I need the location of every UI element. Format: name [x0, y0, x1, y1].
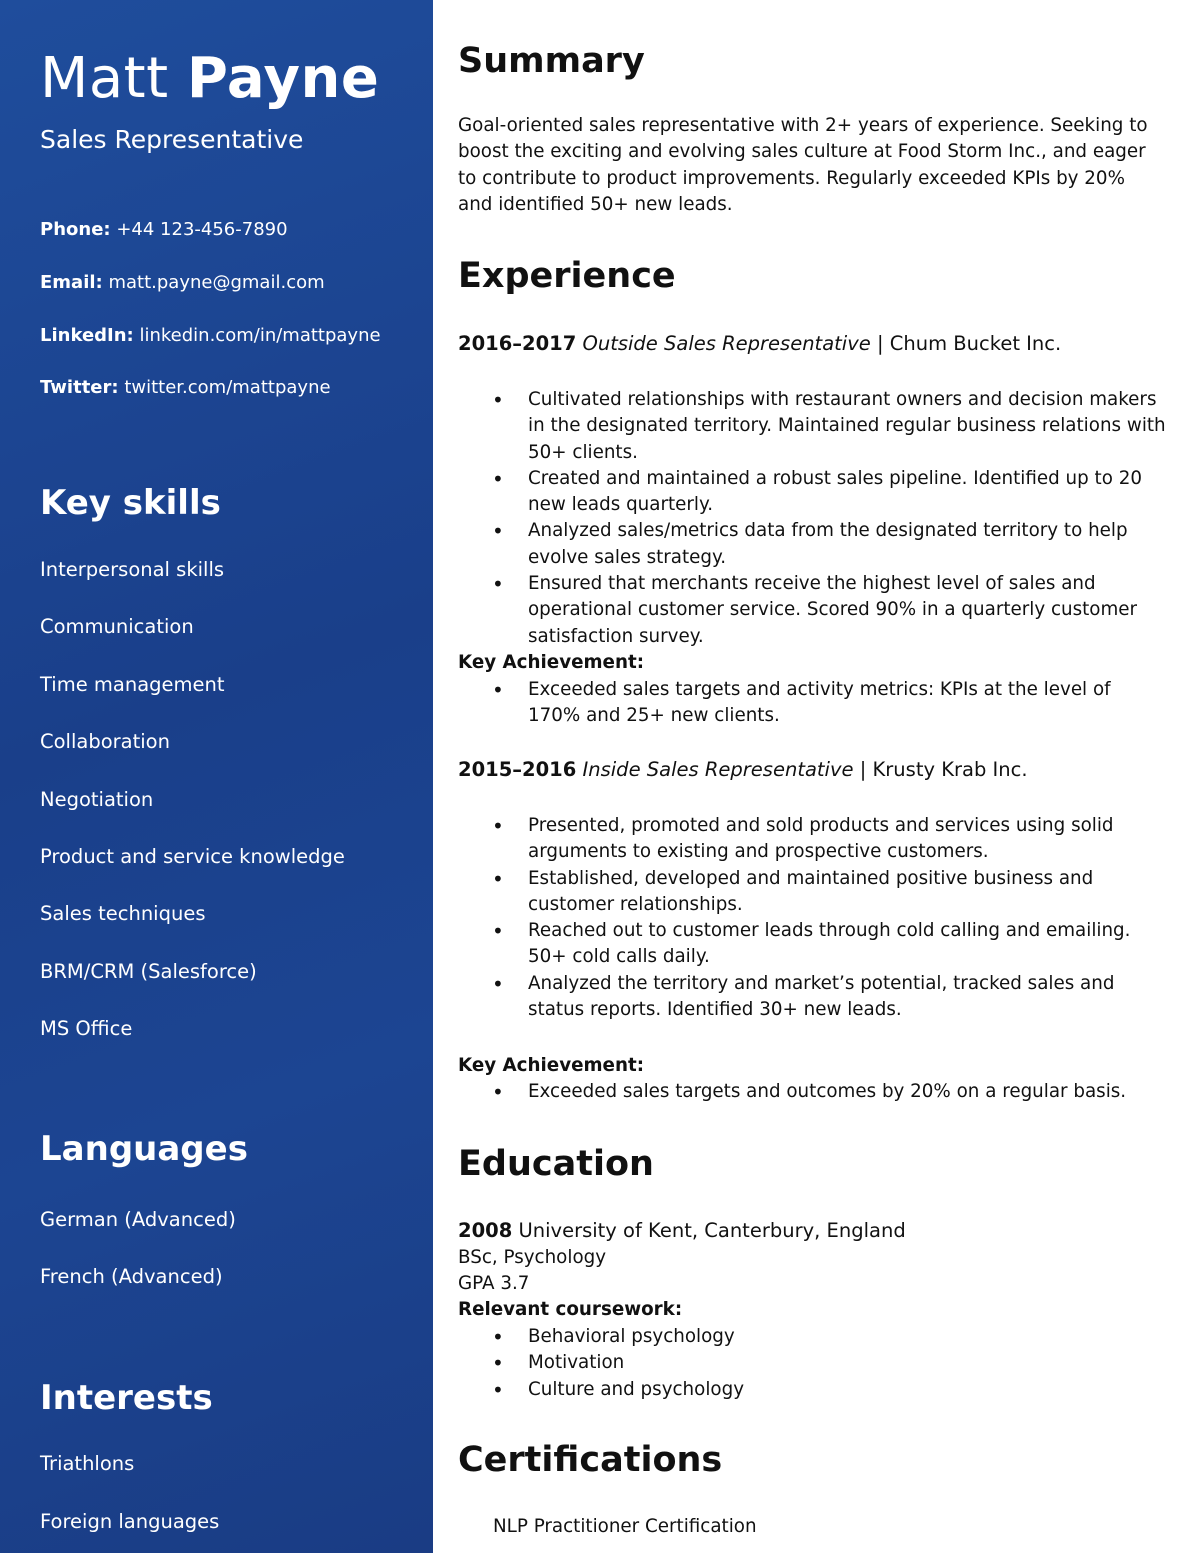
- phone-label: Phone:: [40, 219, 111, 240]
- list-item: • Created and maintained a robust sales pipeline. Identified up to 20 new leads quarterly.: [458, 466, 1168, 519]
- coursework-label: Relevant coursework:: [458, 1299, 683, 1320]
- list-item: • Analyzed sales/metrics data from the designated territory to help evolve sales strategy.: [458, 518, 1168, 571]
- first-name: Matt: [40, 46, 169, 111]
- summary-text: Goal-oriented sales representative with 2+ years of experience. Seeking to boost the exciting and evolving sales culture at Food Storm Inc., and eager to contribute to product improvements. Regularly exceeded KPIs by 20% and identified 50+ new leads.: [458, 115, 1148, 215]
- list-item: • Culture and psychology: [458, 1377, 1168, 1403]
- sidebar: [0, 0, 433, 1553]
- job-title: Sales Representative: [40, 125, 304, 154]
- skill-item: Product and service knowledge: [40, 845, 345, 868]
- contact-email: [40, 271, 325, 295]
- languages-heading: Languages: [40, 1129, 248, 1169]
- achievement-list: [458, 677, 1168, 730]
- last-name: Payne: [186, 46, 380, 111]
- list-item: • Cultivated relationships with restaurant owners and decision makers in the designated territory. Maintained regular business relations with 50+ clients.: [458, 387, 1168, 466]
- list-item: • Ensured that merchants receive the highest level of sales and operational customer service. Scored 90% in a quarterly customer satisfaction survey.: [458, 571, 1168, 650]
- education-degree: BSc, Psychology: [458, 1247, 607, 1268]
- skill-item: Collaboration: [40, 730, 170, 753]
- education-gpa: GPA 3.7: [458, 1273, 530, 1294]
- education-school: University of Kent, Canterbury, England: [518, 1219, 906, 1242]
- list-item: • Exceeded sales targets and activity metrics: KPIs at the level of 170% and 25+ new clients.: [458, 677, 1168, 730]
- experience-heading: Experience: [458, 256, 676, 296]
- twitter-value: twitter.com/mattpayne: [124, 377, 331, 398]
- list-item: • Exceeded sales targets and outcomes by 20% on a regular basis.: [458, 1079, 1168, 1105]
- list-item: • Reached out to customer leads through cold calling and emailing. 50+ cold calls daily.: [458, 918, 1168, 971]
- full-name: [40, 44, 379, 114]
- skill-item: MS Office: [40, 1017, 133, 1040]
- certification-item: NLP Practitioner Certification: [493, 1516, 757, 1537]
- coursework-list: [458, 1324, 1168, 1403]
- list-item: • Established, developed and maintained positive business and customer relationships.: [458, 866, 1168, 919]
- job-company: Chum Bucket Inc.: [889, 332, 1062, 355]
- summary-heading: Summary: [458, 41, 645, 81]
- job-title: Inside Sales Representative: [582, 758, 854, 781]
- skill-item: Sales techniques: [40, 902, 206, 925]
- key-achievement-label: Key Achievement:: [458, 1055, 645, 1076]
- skill-item: Interpersonal skills: [40, 558, 225, 581]
- phone-value: +44 123-456-7890: [116, 219, 288, 240]
- skills-heading: Key skills: [40, 483, 221, 523]
- list-item: • Behavioral psychology: [458, 1324, 1168, 1350]
- key-achievement-label: Key Achievement:: [458, 652, 645, 673]
- list-item: • Analyzed the territory and market’s potential, tracked sales and status reports. Identified 30+ new leads.: [458, 971, 1168, 1024]
- language-item: French (Advanced): [40, 1265, 223, 1288]
- certifications-heading: Certifications: [458, 1440, 723, 1480]
- language-item: German (Advanced): [40, 1208, 236, 1231]
- skill-item: Time management: [40, 673, 225, 696]
- job-years: 2016–2017: [458, 332, 577, 355]
- email-label: Email:: [40, 272, 103, 293]
- twitter-label: Twitter:: [40, 377, 119, 398]
- job-bullets: [458, 387, 1168, 650]
- job-header: [458, 757, 1028, 783]
- interest-item: Triathlons: [40, 1452, 135, 1475]
- education-heading: Education: [458, 1144, 654, 1184]
- linkedin-value: linkedin.com/in/mattpayne: [139, 325, 381, 346]
- job-company: Krusty Krab Inc.: [872, 758, 1028, 781]
- contact-linkedin: [40, 324, 381, 348]
- job-header: [458, 331, 1061, 357]
- skill-item: Negotiation: [40, 788, 154, 811]
- job-bullets: [458, 813, 1168, 1023]
- linkedin-label: LinkedIn:: [40, 325, 134, 346]
- list-item: • Presented, promoted and sold products and services using solid arguments to existing and prospective customers.: [458, 813, 1168, 866]
- job-title: Outside Sales Representative: [582, 332, 871, 355]
- skill-item: BRM/CRM (Salesforce): [40, 960, 257, 983]
- education-year: 2008: [458, 1219, 513, 1242]
- skill-item: Communication: [40, 615, 194, 638]
- email-value: matt.payne@gmail.com: [108, 272, 325, 293]
- education-header: [458, 1218, 906, 1244]
- job-years: 2015–2016: [458, 758, 577, 781]
- interests-heading: Interests: [40, 1378, 213, 1418]
- job-separator: |: [876, 332, 884, 355]
- achievement-list: [458, 1079, 1168, 1105]
- contact-phone: [40, 218, 288, 242]
- interest-item: Foreign languages: [40, 1510, 220, 1533]
- job-separator: |: [859, 758, 867, 781]
- contact-twitter: [40, 376, 331, 400]
- list-item: • Motivation: [458, 1350, 1168, 1376]
